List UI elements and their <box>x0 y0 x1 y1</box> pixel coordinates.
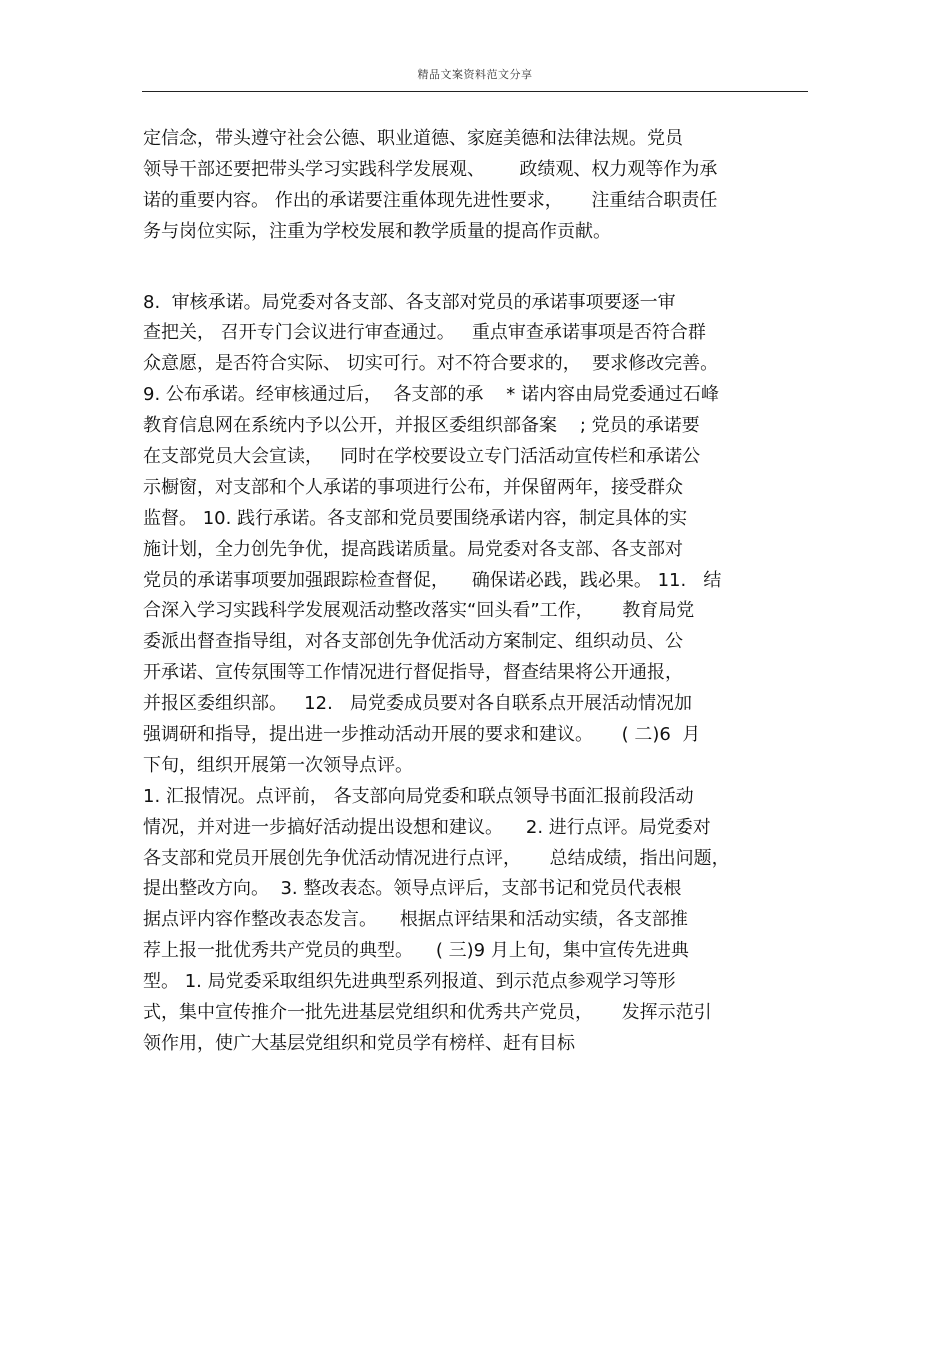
header-rule <box>142 91 808 92</box>
text-line: 据点评内容作整改表态发言。 根据点评结果和活动实绩，各支部推 <box>143 909 688 931</box>
paragraph-2 <box>143 288 808 1060</box>
text-line: 领作用，使广大基层党组织和党员学有榜样、赶有目标 <box>143 1032 575 1054</box>
text-line: 领导干部还要把带头学习实践科学发展观、 政绩观、权力观等作为承 <box>143 158 718 180</box>
text-line: 下旬，组织开展第一次领导点评。 <box>143 754 413 776</box>
text-line: 定信念，带头遵守社会公德、职业道德、家庭美德和法律法规。党员 <box>143 128 683 149</box>
text-line: 施计划，全力创先争优，提高践诺质量。局党委对各支部、各支部对 <box>143 538 683 560</box>
text-line: 式，集中宣传推介一批先进基层党组织和优秀共产党员， 发挥示范引 <box>143 1002 712 1024</box>
text-line: 合深入学习实践科学发展观活动整改落实“回头看”工作， 教育局党 <box>143 600 695 622</box>
text-line: 9. 公布承诺。经审核通过后， 各支部的承 * 诺内容由局党委通过石峰 <box>143 384 719 406</box>
text-line: 1. 汇报情况。点评前， 各支部向局党委和联点领导书面汇报前段活动 <box>143 785 694 807</box>
text-line: 众意愿，是否符合实际、 切实可行。对不符合要求的， 要求修改完善。 <box>143 353 719 375</box>
text-line: 8. 审核承诺。局党委对各支部、各支部对党员的承诺事项要逐一审 <box>143 291 676 313</box>
text-line: 型。 1. 局党委采取组织先进典型系列报道、到示范点参观学习等形 <box>143 971 676 993</box>
text-line: 提出整改方向。 3. 整改表态。领导点评后，支部书记和党员代表根 <box>143 878 682 900</box>
text-line: 诺的重要内容。 作出的承诺要注重体现先进性要求， 注重结合职责任 <box>143 189 718 211</box>
text-line: 党员的承诺事项要加强跟踪检查督促， 确保诺必践，践必果。 11. 结 <box>143 569 722 591</box>
text-line: 开承诺、宣传氛围等工作情况进行督促指导，督查结果将公开通报， <box>143 662 683 684</box>
text-line: 教育信息网在系统内予以公开，并报区委组织部备案 ; 党员的承诺要 <box>143 415 700 437</box>
text-line: 各支部和党员开展创先争优活动情况进行点评， 总结成绩，指出问题， <box>143 847 730 869</box>
text-line: 强调研和指导，提出进一步推动活动开展的要求和建议。 ( 二)6 月 <box>143 724 701 746</box>
text-line: 委派出督查指导组，对各支部创先争优活动方案制定、组织动员、公 <box>143 631 683 653</box>
document-body <box>143 124 808 1060</box>
paragraph-gap <box>143 248 808 288</box>
text-line: 务与岗位实际，注重为学校发展和教学质量的提高作贡献。 <box>143 220 611 242</box>
text-line: 监督。 10. 践行承诺。各支部和党员要围绕承诺内容，制定具体的实 <box>143 507 688 529</box>
paragraph-1 <box>143 124 808 248</box>
text-line: 查把关， 召开专门会议进行审查通过。 重点审查承诺事项是否符合群 <box>143 322 706 344</box>
text-line: 情况，并对进一步搞好活动提出设想和建议。 2. 进行点评。局党委对 <box>143 816 711 838</box>
page-header: 精品文案资料范文分享 <box>417 68 533 81</box>
text-line: 荐上报一批优秀共产党员的典型。 ( 三)9 月上旬，集中宣传先进典 <box>143 940 689 962</box>
text-line: 并报区委组织部。 12. 局党委成员要对各自联系点开展活动情况加 <box>143 693 692 715</box>
text-line: 在支部党员大会宣读， 同时在学校要设立专门活活动宣传栏和承诺公 <box>143 446 701 468</box>
text-line: 示橱窗，对支部和个人承诺的事项进行公布，并保留两年，接受群众 <box>143 476 683 498</box>
